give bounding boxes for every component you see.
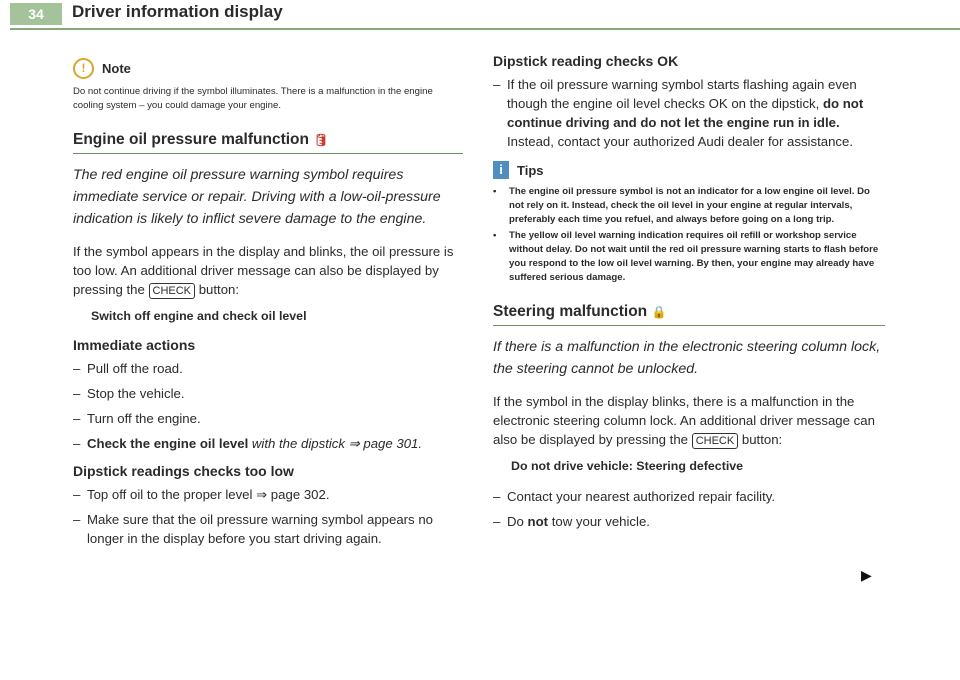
note-icon: ! [73,58,94,79]
list-item: – Stop the vehicle. [73,386,185,401]
ok-text-1: If the oil pressure warning symbol starts flashing again even though the engine oil level checks OK on the dipstick, [507,77,857,111]
oil-message: Switch off engine and check oil level [91,309,307,323]
oil-paragraph [73,242,463,299]
check-item-italic: with the dipstick ⇒ page 301. [251,436,423,451]
info-icon: i [493,161,509,179]
steering-heading-text: Steering malfunction [493,303,648,320]
list-item: – Contact your nearest authorized repair facility. [493,489,776,504]
immediate-title: Immediate actions [73,337,196,353]
header-divider [10,28,960,30]
oil-paragraph-text: If the symbol appears in the display and blinks, the oil pressure is too low. An additional driver message can also be displayed by pressing the [73,244,454,297]
list-item: – Turn off the engine. [73,411,201,426]
list-item: – Check the engine oil level with the dipstick ⇒ page 301. [73,436,423,451]
left-column [73,58,463,554]
list-item: – Pull off the road. [73,361,183,376]
do-not-pre: Do [507,514,524,529]
note-text: Do not continue driving if the symbol illuminates. There is a malfunction in the engine cooling system – you could damage your engine. [73,86,433,111]
list-item-text: Pull off the road. [87,361,183,376]
steering-paragraph-text: If the symbol in the display blinks, there is a malfunction in the electronic steering column lock. An additional driver message can also be displayed by pressing the [493,394,875,447]
page-header [0,0,960,30]
steering-paragraph [493,392,885,449]
check-button[interactable]: CHECK [149,283,196,299]
tip-item: • The yellow oil level warning indication requires oil refill or workshop service without delay. Do not wait until the red oil pressure warning starts to flash before you respond to the low oil level warning. By then, your engine may already have suffered serious damage. [493,229,885,285]
ok-title: Dipstick reading checks OK [493,53,679,69]
list-item: – Do not tow your vehicle. [493,514,650,529]
oil-heading [73,131,463,154]
list-item: – If the oil pressure warning symbol starts flashing again even though the engine oil level checks OK on the dipstick, do not continue driving and do not let the engine run in idle. Instead, contact your authorized Audi dealer for assistance. [493,77,864,149]
do-not-post: tow your vehicle. [551,514,650,529]
list-item-text: Contact your nearest authorized repair facility. [507,489,776,504]
tips-title: Tips [517,162,544,178]
list-item: – Top off oil to the proper level ⇒ page 302. [73,487,330,502]
tip-text: The engine oil pressure symbol is not an indicator for a low engine oil level. Do not rely on it. Instead, check the oil level in your engine at regular intervals, preferably each time you refuel, and always before going on a long trip. [509,186,870,225]
oil-heading-text: Engine oil pressure malfunction [73,131,309,148]
oil-pressure-icon: 🛢 [313,133,329,147]
ok-list [493,75,885,151]
do-not-bold: not [527,514,549,529]
steering-lock-icon: 🔒 [651,305,667,319]
next-page-icon: ▶ [861,567,872,583]
tip-text: The yellow oil level warning indication requires oil refill or workshop service without delay. Do not wait until the red oil pressure warning starts to flash before you respond to the low oil level warning. By then, your engine may already have suffered serious damage. [509,230,879,283]
steering-lead: If there is a malfunction in the electronic steering column lock, the steering cannot be unlocked. [493,339,881,377]
ok-text-bold: do not continue driving and do not let the engine run in idle. [507,96,864,130]
list-item-text: Top off oil to the proper level ⇒ page 302. [87,487,330,502]
oil-lead: The red engine oil pressure warning symbol requires immediate service or repair. Driving with a low-oil-pressure indication is likely to inflict severe damage to the engine. [73,167,441,227]
ok-text-2: Instead, contact your authorized Audi dealer for assistance. [507,134,854,149]
page-number: 34 [10,3,62,25]
immediate-list [73,359,463,453]
note-title: Note [102,61,131,76]
steering-list [493,487,885,531]
steering-paragraph-end: button: [741,432,783,447]
list-item-text: Stop the vehicle. [87,386,185,401]
section-title: Driver information display [72,2,283,21]
right-column [493,53,885,537]
steering-heading [493,303,885,326]
note-header [73,58,463,79]
list-item-text: Turn off the engine. [87,411,201,426]
tips-header [493,161,885,179]
tips-list [493,185,885,285]
list-item: – Make sure that the oil pressure warning symbol appears no longer in the display before you start driving again. [73,510,463,548]
check-item-bold: Check the engine oil level [87,436,249,451]
oil-paragraph-end: button: [198,282,240,297]
check-button[interactable]: CHECK [692,433,739,449]
low-list [73,485,463,548]
steering-message: Do not drive vehicle: Steering defective [511,459,744,473]
tip-item: • The engine oil pressure symbol is not an indicator for a low engine oil level. Do not rely on it. Instead, check the oil level in your engine at regular intervals, preferably each time you refuel, and always before going on a long trip. [493,185,885,227]
list-item-text: Make sure that the oil pressure warning symbol appears no longer in the display before you start driving again. [87,512,433,546]
low-title: Dipstick readings checks too low [73,463,294,479]
